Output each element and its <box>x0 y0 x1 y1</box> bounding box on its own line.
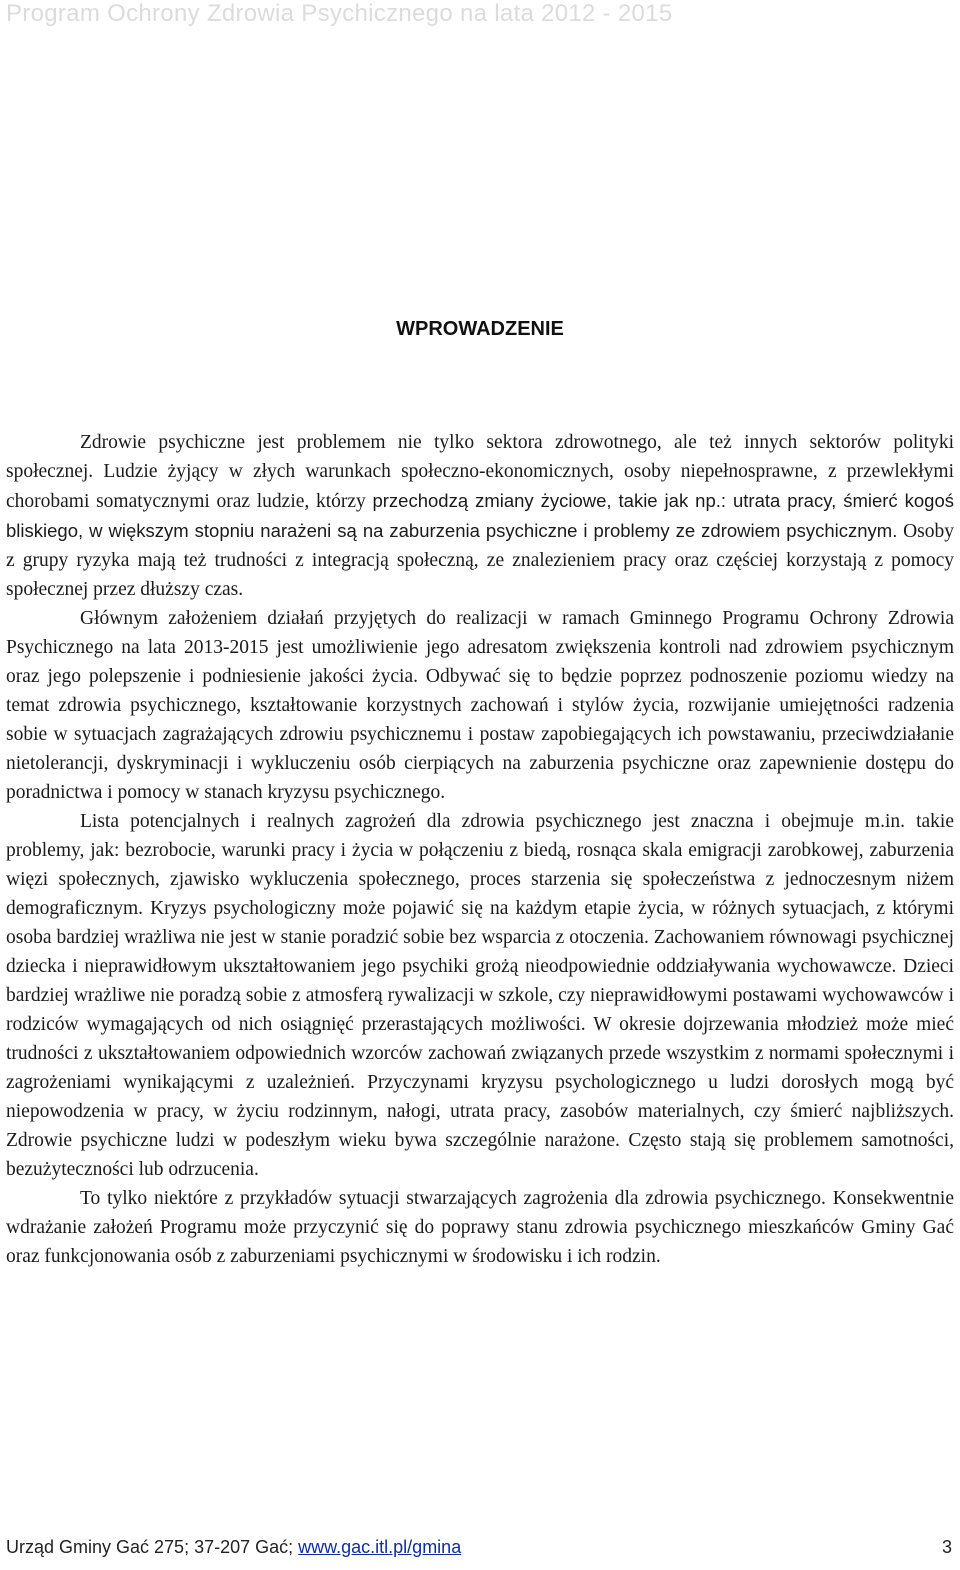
running-header: Program Ochrony Zdrowia Psychicznego na lata 2012 - 2015 <box>6 0 673 27</box>
paragraph-1 <box>6 428 954 604</box>
footer-address: Urząd Gminy Gać 275; 37-207 Gać; <box>6 1537 299 1557</box>
page-number: 3 <box>941 1537 952 1557</box>
paragraph-4: To tylko niektóre z przykładów sytuacji stwarzających zagrożenia dla zdrowia psychicznego. Konsekwentnie wdrażanie założeń Programu może przyczynić się do poprawy stanu zdrowia psychicznego mieszkańców Gminy Gać oraz funkcjonowania osób z zaburzeniami psychicznymi w środowisku i ich rodzin. <box>6 1188 954 1267</box>
document-body <box>6 428 954 1271</box>
page-title: WPROWADZENIE <box>396 318 564 340</box>
paragraph-3: Lista potencjalnych i realnych zagrożeń dla zdrowia psychicznego jest znaczna i obejmuje m.in. takie problemy, jak: bezrobocie, warunki pracy i życia w połączeniu z biedą, rosnąca skala emigracji zarobkowej, zaburzenia więzi społecznych, zjawisko wykluczenia społecznego, proces starzenia się społeczeństwa z jednoczesnym niżem demograficznym. Kryzys psychologiczny może pojawić się na każdym etapie życia, w różnych sytuacjach, z którymi osoba bardziej wrażliwa nie jest w stanie poradzić sobie bez wsparcia z otoczenia. Zachowaniem równowagi psychicznej dziecka i nieprawidłowym ukształtowaniem jego psychiki grożą nieodpowiednie oddziaływania wychowawcze. Dzieci bardziej wrażliwe nie poradzą sobie z atmosferą rywalizacji w szkole, czy nieprawidłowymi postawami wychowawców i rodziców wymagających od nich osiągnięć przerastających możliwości. W okresie dojrzewania młodzież może mieć trudności z ukształtowaniem odpowiednich wzorców zachowań związanych przede wszystkim z normami społecznymi i zagrożeniami wynikającymi z uzależnień. Przyczynami kryzysu psychologicznego u ludzi dorosłych mogą być niepowodzenia w pracy, w życiu rodzinnym, nałogi, utrata pracy, zasobów materialnych, czy śmierć najbliższych. Zdrowie psychiczne ludzi w podeszłym wieku bywa szczególnie narażone. Często stają się problemem samotności, bezużyteczności lub odrzucenia. <box>6 811 954 1180</box>
page-footer <box>6 1537 952 1563</box>
footer-website-link[interactable]: www.gac.itl.pl/gmina <box>298 1537 462 1557</box>
paragraph-1-part-sans: przechodzą zmiany życiowe, takie jak np.: utrata pracy, śmierć kogoś bliskiego, w większym stopniu narażeni są na zaburzenia psychiczne i problemy ze zdrowiem psychicznym. <box>6 490 954 541</box>
paragraph-1-part-a: Zdrowie psychiczne jest problemem nie tylko sektora zdrowotnego, ale też innych sektorów polityki społecznej. Ludzie żyjący w złych warunkach społeczno-ekonomicznych, osoby niepełnosprawne, z przewlekłymi chorobami somatycznymi oraz ludzie, którzy <box>6 432 954 512</box>
paragraph-1-part-b: Osoby z grupy ryzyka mają też trudności z integracją społeczną, ze znalezieniem pracy oraz częściej korzystają z pomocy społecznej przez dłuższy czas. <box>6 521 955 600</box>
footer-address-line <box>6 1537 461 1558</box>
paragraph-2: Głównym założeniem działań przyjętych do realizacji w ramach Gminnego Programu Ochrony Zdrowia Psychicznego na lata 2013-2015 jest umożliwienie jego adresatom zwiększenia kontroli nad zdrowiem psychicznym oraz jego polepszenie i podniesienie jakości życia. Odbywać się to będzie poprzez podnoszenie poziomu wiedzy na temat zdrowia psychicznego, kształtowanie korzystnych zachowań i stylów życia, rozwijanie umiejętności radzenia sobie w sytuacjach zagrażających zdrowiu psychicznemu i postaw zapobiegających ich powstawaniu, przeciwdziałanie nietolerancji, dyskryminacji i wykluczeniu osób cierpiących na zaburzenia psychiczne oraz zapewnienie dostępu do poradnictwa i pomocy w stanach kryzysu psychicznego. <box>6 608 954 803</box>
